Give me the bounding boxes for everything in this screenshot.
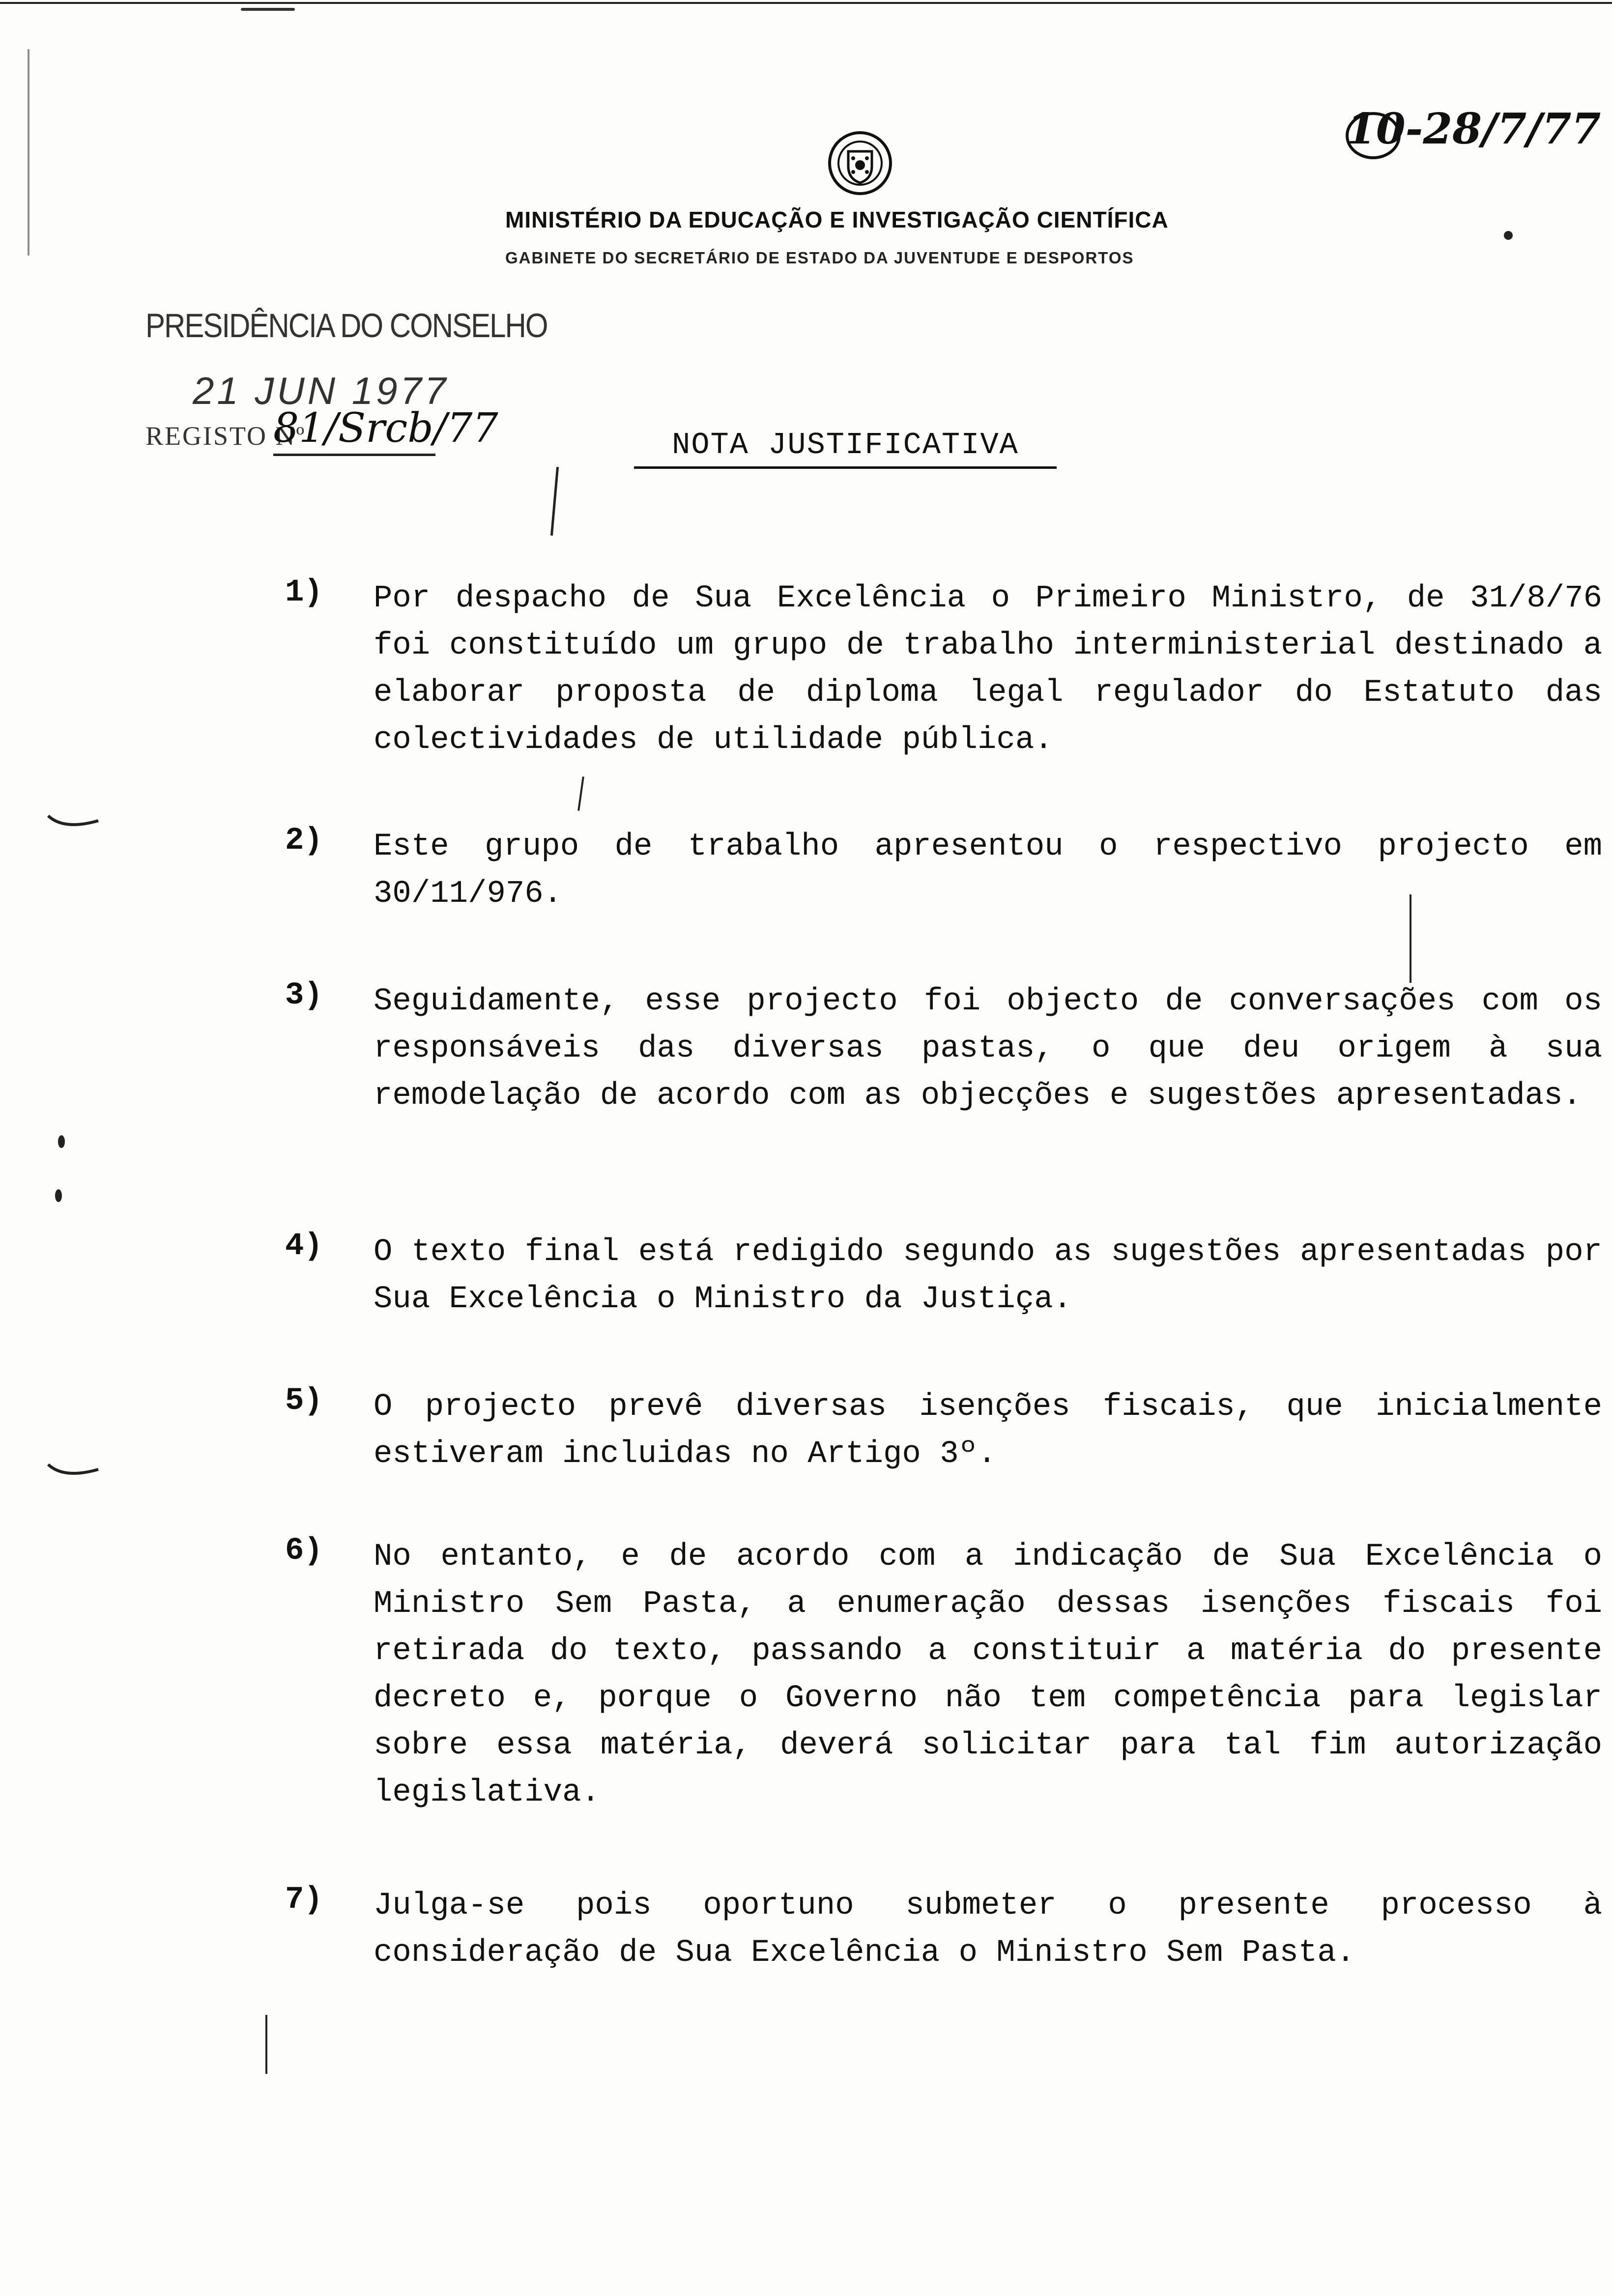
paragraph-text: Por despacho de Sua Excelência o Primeiro Ministro, de 31/8/76 foi constituído um grupo de trabalho interministerial destinado a elaborar proposta de diploma legal regulador do Estatuto das colectividades de utilidade pública. [374, 581, 1602, 758]
document-title: NOTA JUSTIFICATIVA [634, 428, 1057, 469]
ink-dot [55, 1189, 62, 1202]
margin-line [28, 49, 29, 256]
ink-dot [58, 1135, 65, 1148]
pen-stroke [550, 467, 559, 536]
paragraph-number: 6) [285, 1533, 323, 1569]
margin-line [1410, 894, 1411, 983]
margin-line [265, 2015, 267, 2074]
margin-scribble [44, 1455, 103, 1484]
coat-of-arms-seal-icon [826, 129, 894, 198]
paragraph-text: No entanto, e de acordo com a indicação de Sua Excelência o Ministro Sem Pasta, a enumeração dessas isenções fiscais foi retirada do texto, passando a constituir a matéria do presente decreto e, porque o Governo não tem competência para legislar sobre essa matéria, deverá solicitar para tal fim autorização legislativa. [374, 1539, 1602, 1810]
paragraph-number: 4) [285, 1229, 323, 1264]
paragraph-number: 1) [285, 575, 323, 610]
paragraph-text: Seguidamente, esse projecto foi objecto de conversações com os responsáveis das diversas pastas, o que deu origem à sua remodelação de acordo com as objecções e sugestões apresentadas. [374, 984, 1602, 1114]
paragraph-text: Este grupo de trabalho apresentou o respectivo projecto em 30/11/976. [374, 829, 1602, 912]
paragraph-text: Julga-se pois oportuno submeter o presente processo à consideração de Sua Excelência o Ministro Sem Pasta. [374, 1888, 1602, 1971]
paragraph-number: 7) [285, 1882, 323, 1918]
cabinet-name: GABINETE DO SECRETÁRIO DE ESTADO DA JUVENTUDE E DESPORTOS [505, 249, 1134, 267]
margin-scribble [44, 806, 103, 835]
stamp-date: 21 JUN 1977 [193, 369, 449, 412]
ink-dot [1504, 231, 1513, 240]
scan-artifact [241, 8, 295, 11]
stamp-office: PRESIDÊNCIA DO CONSELHO [145, 306, 547, 345]
stamp-registo-number: 81/Srcb/77 [273, 405, 435, 456]
top-border-line [0, 2, 1612, 4]
pen-stroke [577, 776, 584, 811]
paragraph-number: 5) [285, 1383, 323, 1419]
stamp-registo-label: REGISTO Nº [145, 421, 306, 451]
paragraph-number: 2) [285, 823, 323, 859]
handwritten-reference: 10-28/7/77 [1347, 104, 1601, 154]
ministry-name: MINISTÉRIO DA EDUCAÇÃO E INVESTIGAÇÃO CIENTÍFICA [505, 207, 1169, 232]
paragraph-number: 3) [285, 978, 323, 1013]
paragraph-text: O projecto prevê diversas isenções fiscais, que inicialmente estiveram incluidas no Artigo 3º. [374, 1389, 1602, 1472]
paragraph-text: O texto final está redigido segundo as sugestões apresentadas por Sua Excelência o Ministro da Justiça. [374, 1234, 1602, 1317]
